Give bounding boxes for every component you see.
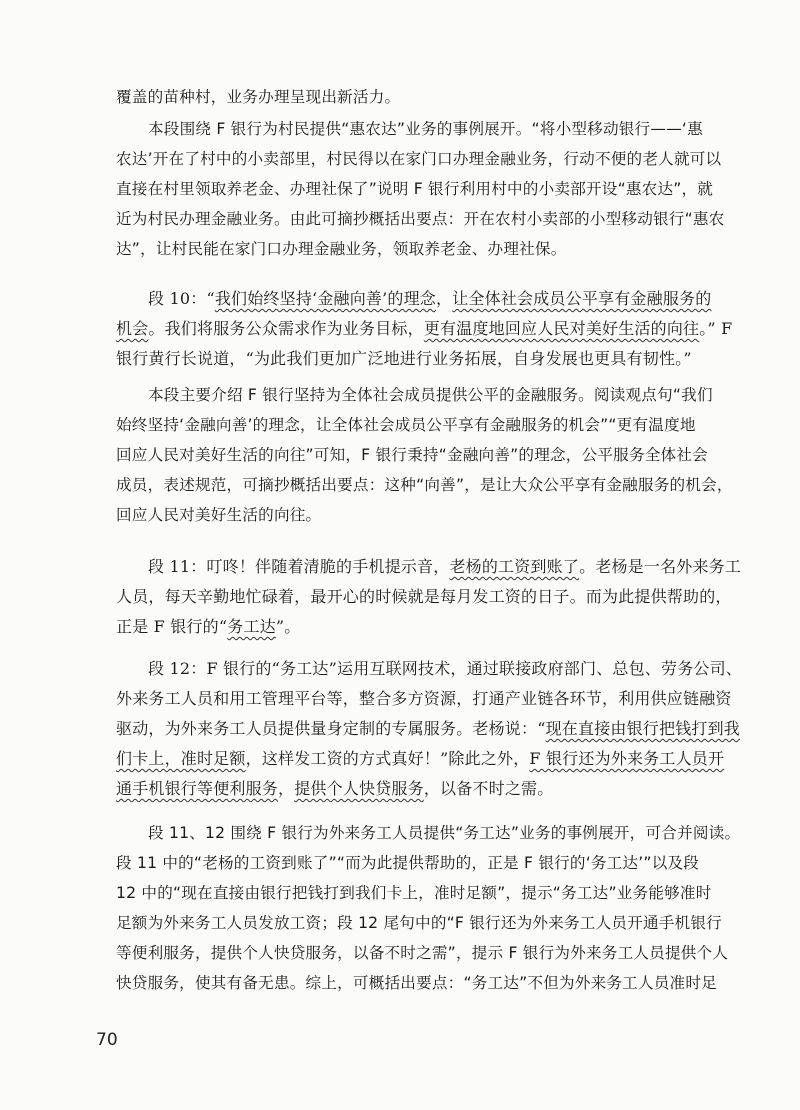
source-paragraph-10 [116,284,733,374]
text-line: 直接在村里领取养老金、办理社保了”说明 F 银行利用村中的小卖部开设“惠农达”，就 [116,180,714,198]
wavy-underlined-text: 机会 [116,319,149,338]
wavy-underlined-text: 通手机银行等便利服务 [116,779,279,798]
wavy-underlined-text: 们卡上，准时足额 [116,749,246,768]
text-fragment: 驱动，为外来务工人员提供量身定制的专属服务。老杨说：“ [116,719,546,738]
text-line [116,612,700,642]
analysis-paragraph-1 [116,114,725,264]
text-line: 本段主要介绍 F 银行坚持为全体社会成员提供公平的金融服务。阅读观点句“我们 [148,386,713,404]
text-line: 近为村民办理金融业务。由此可摘抄概括出要点：开在农村小卖部的小型移动银行“惠农 [116,210,725,228]
text-line [116,744,725,774]
text-line: 回应人民对美好生活的向往。 [116,506,322,524]
text-fragment: ”。 [275,617,301,636]
text-line: 始终坚持‘金融向善’的理念，让全体社会成员公平享有金融服务的机会”“更有温度地 [116,416,696,434]
analysis-paragraph-3 [116,818,741,998]
text-line [116,714,740,744]
text-line: 足额为外来务工人员发放工资；段 12 尾句中的“F 银行还为外来务工人员开通手机银行 [116,914,722,932]
text-fragment: 。老杨是一名外来务工 [579,557,742,576]
text-line [116,284,712,314]
continuation-text [116,82,700,112]
text-line: 段 12：F 银行的“务工达”运用互联网技术，通过联接政府部门、总包、劳务公司、 [148,659,742,678]
source-paragraph-12 [116,654,742,804]
text-fragment: 段 11：叮咚！伴随着清脆的手机提示音， [148,557,450,576]
text-line [116,774,700,804]
text-line: 等便利服务，提供个人快贷服务，以备不时之需”，提示 F 银行为外来务工人员提供个人 [116,944,729,962]
text-fragment: ， [436,289,453,308]
text-line [116,314,733,344]
text-fragment: ， [278,779,295,798]
wavy-underlined-text: 现在直接由银行把钱打到我 [545,719,740,738]
text-line [116,552,742,582]
text-line: 回应人民对美好生活的向往”可知，F 银行秉持“金融向善”的理念，公平服务全体社会 [116,446,708,464]
wavy-underlined-text: 让全体社会成员公平享有金融服务的 [452,289,712,308]
text-line: 人员，每天辛勤地忙碌着，最开心的时候就是每月发工资的日子。而为此提供帮助的， [116,587,732,606]
wavy-underlined-text: F 银行还为外来务工人员开 [529,749,725,768]
text-fragment: 。” F [699,319,733,338]
text-line: 本段围绕 F 银行为村民提供“惠农达”业务的事例展开。“将小型移动银行——‘惠 [148,120,703,138]
text-line: 段 11 中的“老杨的工资到账了”“而为此提供帮助的，正是 F 银行的‘务工达’”以及段 [116,854,700,872]
text-line: 快贷服务，使其有备无患。综上，可概括出要点：“务工达”不但为外来务工人员准时足 [116,974,717,992]
text-line: 12 中的“现在直接由银行把钱打到我们卡上，准时足额”，提示“务工达”业务能够准时 [116,884,712,902]
analysis-paragraph-2 [116,380,733,530]
text-fragment: 。 [537,779,554,798]
wavy-underlined-text: 务工达 [227,617,276,636]
source-paragraph-11 [116,552,742,642]
text-line: 段 11、12 围绕 F 银行为外来务工人员提供“务工达”业务的事例展开，可合并阅读。 [148,824,741,842]
text-line: 外来务工人员和用工管理平台等，整合多方资源，打通产业链各环节，利用供应链融资 [116,689,732,708]
text-fragment: ，以备不时之需 [423,779,538,798]
text-fragment: 。我们将服务公众需求作为业务目标， [148,319,424,338]
wavy-underlined-text: 我们始终坚持‘金融向善’的理念 [214,289,437,308]
text-line: 覆盖的苗种村，业务办理呈现出新活力。 [116,88,401,106]
text-line: 银行黄行长说道，“为此我们更加广泛地进行业务拓展，自身发展也更具有韧性。” [116,349,692,368]
wavy-underlined-text: 老杨的工资到账了 [449,557,580,576]
wavy-underlined-text: 提供个人快贷服务 [294,779,424,798]
text-line: 达”，让村民能在家门口办理金融业务，领取养老金、办理社保。 [116,240,567,258]
wavy-underlined-text: 更有温度地回应人民对美好生活的向往 [423,319,700,338]
text-fragment: 段 10：“ [148,289,215,308]
text-line: 农达’开在了村中的小卖部里，村民得以在家门口办理金融业务，行动不便的老人就可以 [116,150,722,168]
text-line: 成员，表述规范，可摘抄概括出要点：这种“向善”，是让大众公平享有金融服务的机会， [116,476,733,494]
page-number: 70 [96,1030,118,1050]
text-fragment: ，这样发工资的方式真好！”除此之外， [245,749,530,768]
text-fragment: 正是 F 银行的“ [116,617,228,636]
